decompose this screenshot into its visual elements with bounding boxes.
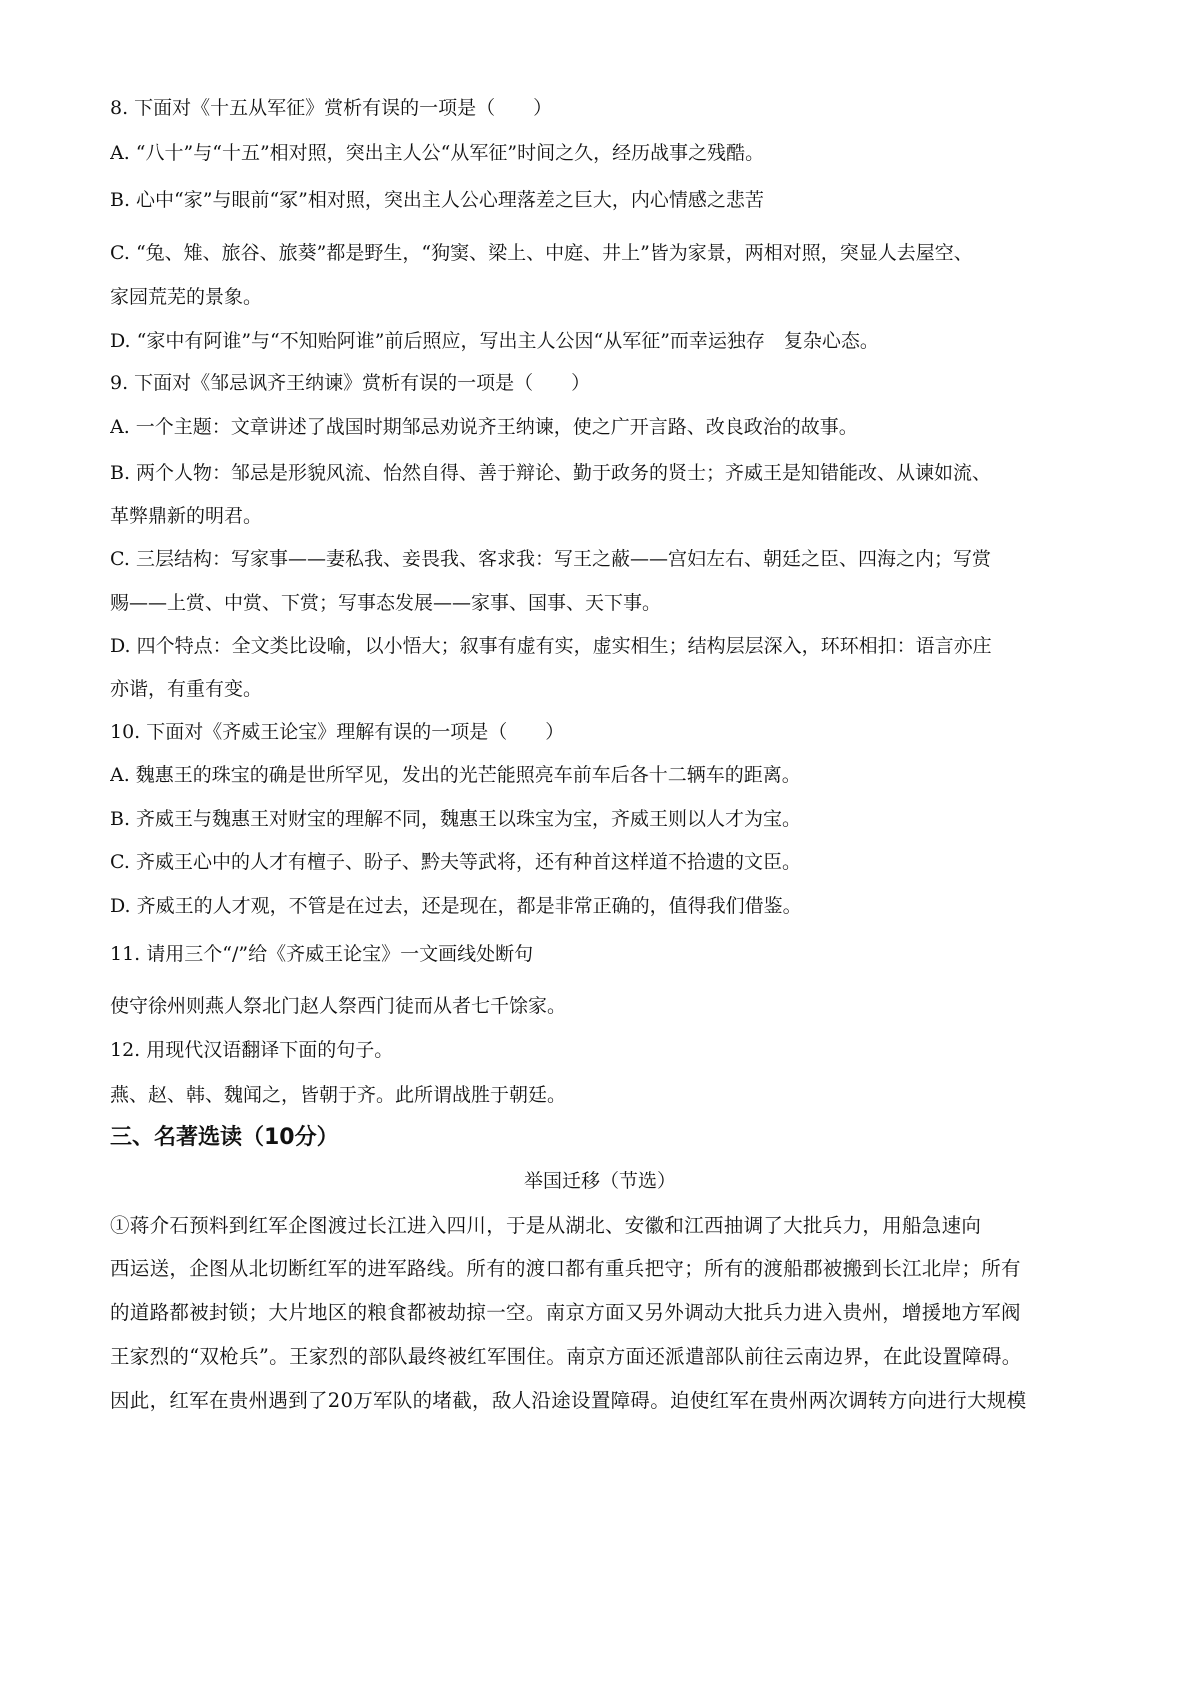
q8-option-d: D. “家中有阿谁”与“不知贻阿谁”前后照应，写出主人公因“从军征”而幸运独存 复杂心态。 [110,330,879,352]
passage-title: 举国迁移（节选） [523,1170,676,1192]
q9-option-a: A. 一个主题：文章讲述了战国时期邹忌劝说齐王纳谏，使之广开言路、改良政治的故事。 [110,416,858,438]
q10-option-b: B. 齐威王与魏惠王对财宝的理解不同，魏惠王以珠宝为宝，齐威王则以人才为宝。 [110,808,802,830]
q10-option-c: C. 齐威王心中的人才有檀子、盼子、黔夫等武将，还有种首这样道不拾遗的文臣。 [110,851,801,873]
passage-line-4: 王家烈的“双枪兵”。王家烈的部队最终被红军围住。南京方面还派遣部队前往云南边界，在此设置障碍。 [110,1345,1022,1368]
q8-option-a: A. “八十”与“十五”相对照，突出主人公“从军征”时间之久，经历战事之残酷。 [110,142,765,164]
q8-option-c-line1: C. “兔、雉、旅谷、旅葵”都是野生，“狗窦、梁上、中庭、井上”皆为家景，两相对照，突显人去屋空、 [110,242,973,264]
q9-stem: 9. 下面对《邹忌讽齐王纳谏》赏析有误的一项是（ ） [110,372,591,394]
section-heading: 三、名著选读（10分） [110,1125,339,1150]
q10-stem: 10. 下面对《齐威王论宝》理解有误的一项是（ ） [110,721,565,743]
q8-stem: 8. 下面对《十五从军征》赏析有误的一项是（ ） [110,97,553,119]
q10-option-a: A. 魏惠王的珠宝的确是世所罕见，发出的光芒能照亮车前车后各十二辆车的距离。 [110,764,801,786]
q11-stem: 11. 请用三个“/”给《齐威王论宝》一文画线处断句 [110,943,534,965]
q12-text: 燕、赵、韩、魏闻之，皆朝于齐。此所谓战胜于朝廷。 [110,1084,567,1106]
q9-option-c-line2: 赐——上赏、中赏、下赏；写事态发展——家事、国事、天下事。 [110,592,662,614]
q10-option-d: D. 齐威王的人才观，不管是在过去，还是现在，都是非常正确的，值得我们借鉴。 [110,895,802,917]
q12-stem: 12. 用现代汉语翻译下面的句子。 [110,1039,394,1061]
passage-line-3: 的道路都被封锁；大片地区的粮食都被劫掠一空。南京方面又另外调动大批兵力进入贵州，增援地方军阀 [110,1301,1021,1324]
q8-option-c-line2: 家园荒芜的景象。 [110,286,263,308]
q9-option-d-line2: 亦谐，有重有变。 [110,678,263,700]
q9-option-b-line1: B. 两个人物：邹忌是形貌风流、怡然自得、善于辩论、勤于政务的贤士；齐威王是知错能改、从谏如流、 [110,462,992,484]
q9-option-d-line1: D. 四个特点：全文类比设喻，以小悟大；叙事有虚有实，虚实相生；结构层层深入，环环相扣：语言亦庄 [110,635,992,657]
passage-line-1: ①蒋介石预料到红军企图渡过长江进入四川，于是从湖北、安徽和江西抽调了大批兵力，用船急速向 [110,1214,982,1237]
q11-text: 使守徐州则燕人祭北门赵人祭西门徒而从者七千馀家。 [110,995,567,1017]
q9-option-c-line1: C. 三层结构：写家事——妻私我、妾畏我、客求我：写王之蔽——宫妇左右、朝廷之臣、四海之内；写赏 [110,548,991,570]
q8-option-b: B. 心中“家”与眼前“冢”相对照，突出主人公心理落差之巨大，内心情感之悲苦 [110,189,764,211]
passage-line-5: 因此，红军在贵州遇到了20万军队的堵截，敌人沿途设置障碍。迫使红军在贵州两次调转方向进行大规模 [110,1389,1027,1412]
passage-line-2: 西运送，企图从北切断红军的进军路线。所有的渡口都有重兵把守；所有的渡船郡被搬到长江北岸；所有 [110,1257,1021,1280]
q9-option-b-line2: 革弊鼎新的明君。 [110,505,263,527]
